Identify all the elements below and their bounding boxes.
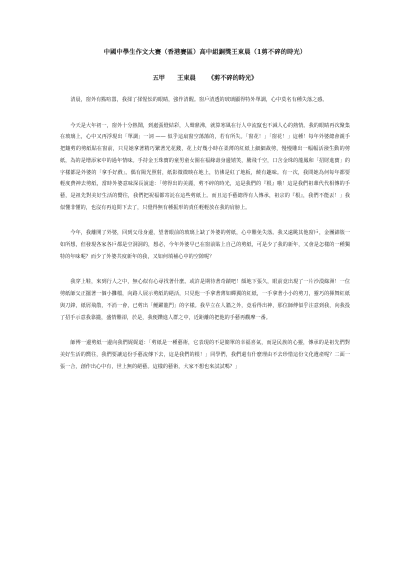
author-byline — [60, 73, 350, 82]
paragraph: 今年，我離開了外婆，回到父母身邊，望著眼前的玻璃上缺了外婆的剪紙，心中難免失落。我又遠眺其他窗戶，金團錦簇一如所想，但發現各家各戶都是空洞洞的，想必，今年外婆早已在窗前貼上自己的剪紙，可是少了我的新年，又會是怎樣的一種獨特的年味呢？而少了外婆共度新年的我，又如何填補心中的空隙呢？ — [60, 230, 350, 260]
paragraph: 師傅一邊剪紙一邊向我們娓娓道：「剪紙是一種藝術，它表現的不是簡單的幸福喜氣，而是民族的心靈，傳承的是祖先們對美好生活的嚮往，我們要讓這份手藝流傳下去，這是我們的根！」同學們，我們還有什麼理由不去珍惜這份文化遺產呢？二面一張一合，創作出心中有，世上無的絕藝。這樣的藝術，大家不想也來試試嗎？」 — [60, 340, 350, 370]
essay-title: 《剪不碎的時光》 — [207, 75, 258, 82]
author-grade: 五甲 — [152, 75, 165, 82]
paragraph: 今天是大年初一，窗外十分熱鬧，到處張燈結彩，人聲鼎沸，就算寒風在行人中流竄也不減人心的熱情。我的眼睛再次聚集在玻璃上，心中又再浮現出「單調」一詞 —— 似乎這扇窗空蕩蕩的，若有所失。「窗花！」「窗花！」這種！每年外婆總會親手把鑲剪的剪紙貼在窗前，只見她拿著精巧繁著光花錢，花上好幾小時在柔薄的紅紙上細細裁剪，慢慢雕出一幅幅活潑生動的剪紙，為的是增添家中的過年情味。手持金玉珠寶的童男童女圍在福緣壽身邊嬉笑，騰飛千空，口含金珠的龍鳳和「招財進寶」的字樣都是外婆的「拿手好戲」。偶有陽光照射，紙影微微映在地上，彷彿是紅了地板，饒有趣味。有一次，我問她為何每年都要輕度費神去剪紙，當時外婆意味深長說道：「剪得出的美麗，剪不碎的時光，這是我們的『根』哦！這是我們祖輩代代相傳的手藝，是祖先對美好生活的嚮往，我們把祝福都寄託在這些剪紙上。而且這手藝總得有人傳承，祖宗的『根』，我們不能丟！」我似懂非懂的，也沒有再追問下去了，只覺得無有種振形的責任輕輕放在我的肩膀上。 — [60, 122, 350, 211]
paragraph: 我穿上鞋，來到行人之中，無心似有心尋找著什麼。或許是期待著奇蹟吧！頗地下張久，眼前竟出現了一片沙漠綠洲！一位剪紙師父正擺著一個小攤檔，向路人展示剪紙的絕活，只見他一手拿著薄如蟬翼的紅紙，一手拿著小小的剪刀，靈巧的揮舞紅紙與刀鋒，紙屑飛散，不消一會，已剪出「鯉躍龍門」的字樣。我早立在人牆之外，竟看得出神，那位師傅似乎注意到我，向我投了招手示意我靠攏，盛情難卻，於是，我便鑽進人群之中，近距離的把他的手藝再觀摩一番。 — [60, 279, 350, 321]
document-title: 中國中學生作文大賽（香港賽區）高中組銅獎王東晨（1剪不碎的時光） — [103, 49, 307, 56]
essay-body — [60, 95, 350, 387]
paragraph: 清晨，窗外有點喧囂，我揉了揉惺忪的眼睛，強作清醒。窗戶清透的玻璃顯得特外單調，心中莫名有種失落之感。 — [70, 97, 328, 103]
author-name: 王東晨 — [177, 75, 196, 82]
